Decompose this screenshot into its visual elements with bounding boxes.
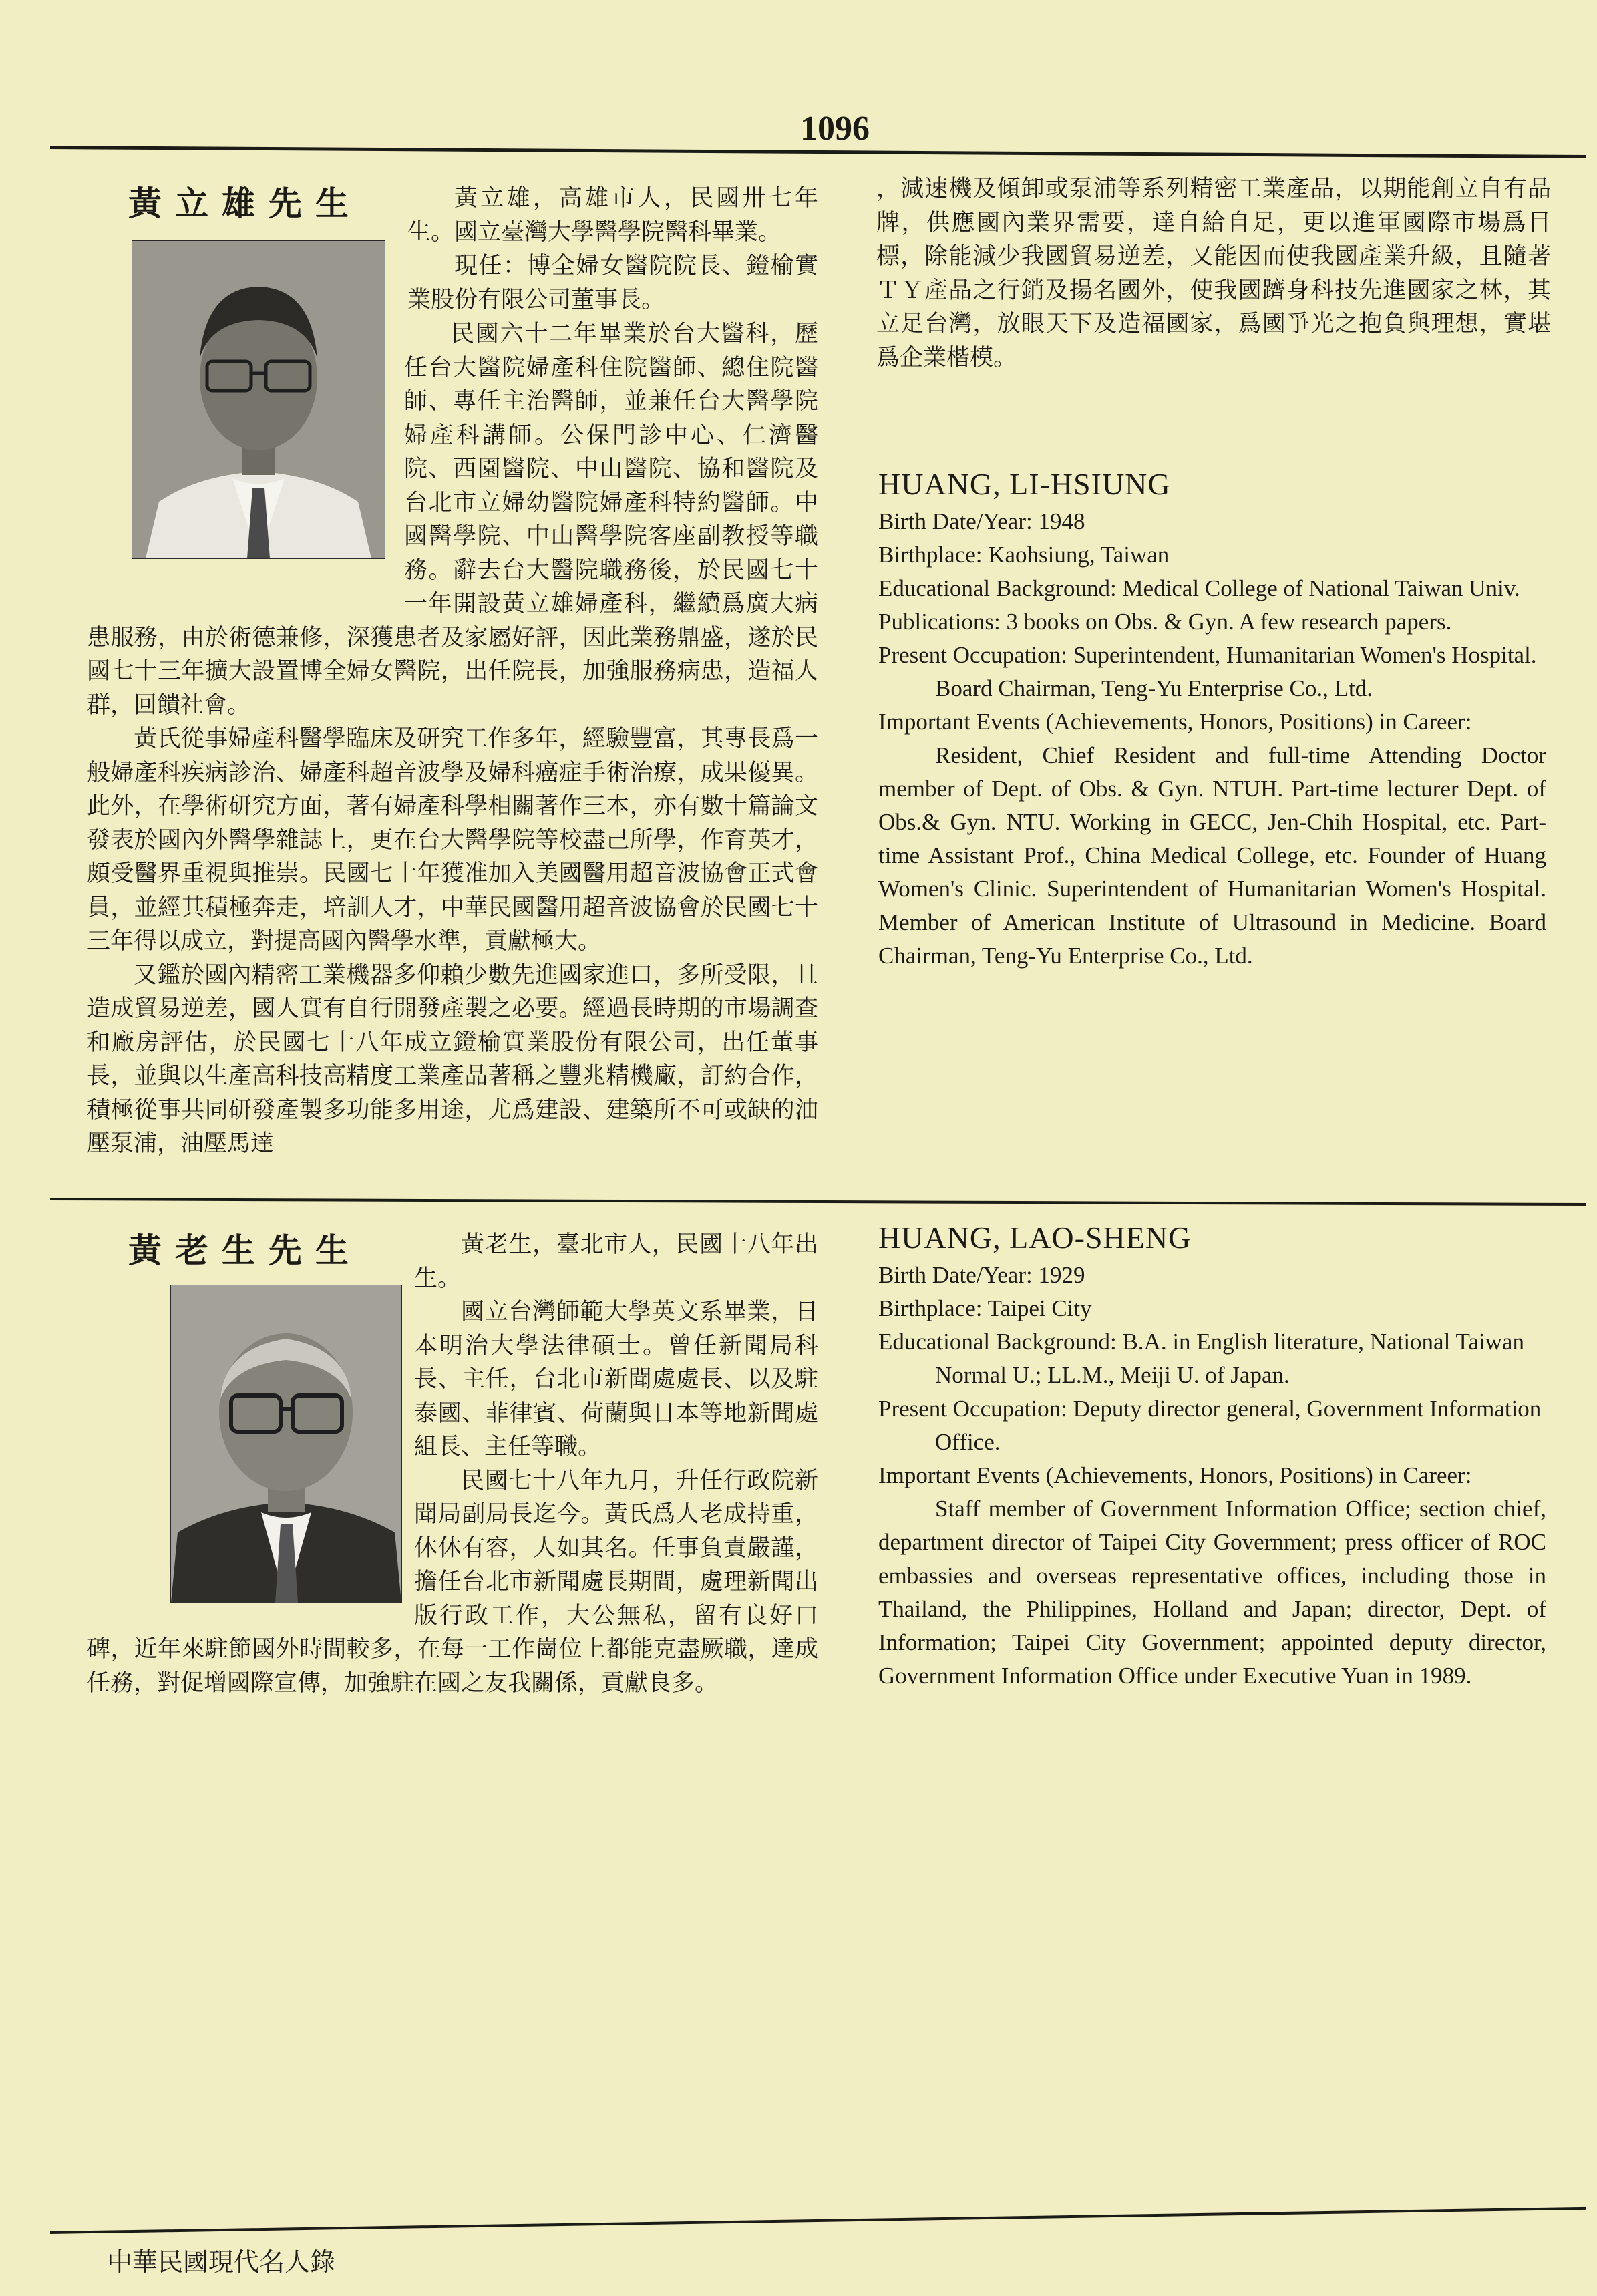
footer-rule xyxy=(50,2207,1586,2234)
entry2-bio-zh xyxy=(87,1228,818,1700)
entry2-bio-en xyxy=(878,1221,1546,1693)
entry2-occupation: Present Occupation: Deputy director general, Government Information Office. xyxy=(878,1396,1542,1455)
entry2-bio-p3: 民國七十八年九月，升任行政院新聞局副局長迄今。黃氏爲人老成持重，休休有容，人如其名。任事負責嚴謹，擔任台北市新聞處長期間，處理新聞出版行政工作，大公無私，留有良好口碑，近年來駐節國外時間較多，在每一工作崗位上都能克盡厥職，達成任務，對促增國際宣傳，加強駐在國之友我關係，貢獻良多。 xyxy=(87,1467,818,1697)
entry1-bio-en xyxy=(878,468,1546,973)
entry1-name-zh: 黃立雄先生 xyxy=(128,184,362,223)
entry1-bio-zh-top xyxy=(407,182,818,317)
entry2-name-zh: 黃老生先生 xyxy=(128,1231,362,1270)
entry2-bio-p2: 國立台灣師範大學英文系畢業，日本明治大學法律碩士。曾任新聞局科長、主任，台北市新聞處處長、以及駐泰國、菲律賓、荷蘭與日本等地新聞處組長、主任等職。 xyxy=(414,1299,818,1460)
entry2-birth: Birth Date/Year: 1929 xyxy=(878,1262,1085,1288)
entry1-occupation: Present Occupation: Superintendent, Humanitarian Women's Hospital. Board Chairman, Teng-Yu Enterprise Co., Ltd. xyxy=(878,642,1537,701)
entry1-bio-p6: ，減速機及傾卸或泵浦等系列精密工業產品，以期能創立自有品牌，供應國內業界需要，達自給自足，更以進軍國際市場爲目標，除能減少我國貿易逆差，又能因而使我國產業升級，且隨著ＴＹ產品之行銷及揚名國外，使我國躋身科技先進國家之林，其立足台灣，放眼天下及造福國家，爲國爭光之抱負與理想，實堪爲企業楷模。 xyxy=(876,176,1551,371)
entry2-birthplace: Birthplace: Taipei City xyxy=(878,1295,1092,1321)
book-title-footer: 中華民國現代名人錄 xyxy=(107,2247,336,2277)
page-number: 1096 xyxy=(800,110,870,148)
entry2-career: Staff member of Government Information Office; section chief, department director of Taipei City Government; press officer of ROC embassies and overseas representative offices, including those in Thailand, the Philippines, Holland and Japan; director, Dept. of Information; Taipei City Government; appointed deputy director, Government Information Office under Executive Yuan in 1989. xyxy=(878,1496,1546,1689)
entry1-birthplace: Birthplace: Kaohsiung, Taiwan xyxy=(878,542,1170,568)
entry1-bio-p5: 又鑑於國內精密工業機器多仰賴少數先進國家進口，多所受限，且造成貿易逆差，國人實有自行開發產製之必要。經過長時期的市場調查和廠房評估，於民國七十八年成立鐙榆實業股份有限公司，出任董事長，並與以生產高科技高精度工業產品著稱之豐兆精機廠，訂約合作，積極從事共同研發產製多功能多用途，尤爲建設、建築所不可或缺的油壓泵浦，油壓馬達 xyxy=(87,961,818,1157)
entry1-bio-zh-continued xyxy=(876,172,1551,375)
entry2-education: Educational Background: B.A. in English literature, National Taiwan Normal U.; LL.M., Meiji U. of Japan. xyxy=(878,1329,1524,1388)
entry1-bio-p2: 現任：博全婦女醫院院長、鐙榆實業股份有限公司董事長。 xyxy=(407,253,818,313)
entry1-education: Educational Background: Medical College of National Taiwan Univ. xyxy=(878,575,1520,601)
entry1-bio-zh-body xyxy=(87,317,818,1186)
entry1-name-en: HUANG, LI-HSIUNG xyxy=(878,467,1171,501)
entry2-name-en: HUANG, LAO-SHENG xyxy=(878,1220,1192,1255)
entry1-bio-p3: 民國六十二年畢業於台大醫科，歷任台大醫院婦產科住院醫師、總住院醫師、專任主治醫師，並兼任台大醫學院婦產科講師。公保門診中心、仁濟醫院、西園醫院、中山醫院、協和醫院及台北市立婦幼醫院婦產科特約醫師。中國醫學院、中山醫學院客座副教授等職務。辭去台大醫院職務後，於民國七十一年開設黃立雄婦產科，繼續爲廣大病患服務，由於術德兼修，深獲患者及家屬好評，因此業務鼎盛，遂於民國七十三年擴大設置博全婦女醫院，出任院長，加強服務病患，造福人群，回饋社會。 xyxy=(87,321,818,719)
entry1-bio-p4: 黃氏從事婦產科醫學臨床及研究工作多年，經驗豐富，其專長爲一般婦產科疾病診治、婦產科超音波學及婦科癌症手術治療，成果優異。此外，在學術研究方面，著有婦產科學相關著作三本，亦有數十篇論文發表於國內外醫學雜誌上，更在台大醫學院等校盡己所學，作育英才，頗受醫界重視與推崇。民國七十年獲准加入美國醫用超音波協會正式會員，並經其積極奔走，培訓人才，中華民國醫用超音波協會於民國七十三年得以成立，對提高國內醫學水準，貢獻極大。 xyxy=(87,725,818,955)
entry1-events-label: Important Events (Achievements, Honors, Positions) in Career: xyxy=(878,709,1472,735)
entry1-career: Resident, Chief Resident and full-time Attending Doctor member of Dept. of Obs. & Gyn. NTUH. Part-time lecturer Dept. of Obs.& Gyn. NTU. Working in GECC, Jen-Chih Hospital, etc. Part-time Assistant Prof., China Medical College, etc. Founder of Huang Women's Clinic. Superintendent of Humanitarian Women's Hospital. Member of American Institute of Ultrasound in Medicine. Board Chairman, Teng-Yu Enterprise Co., Ltd. xyxy=(878,742,1546,969)
entry-divider xyxy=(50,1198,1586,1206)
entry2-bio-p1: 黃老生，臺北市人，民國十八年出生。 xyxy=(414,1231,818,1292)
entry1-photo-spacer xyxy=(87,317,404,588)
entry2-events-label: Important Events (Achievements, Honors, Positions) in Career: xyxy=(878,1462,1472,1488)
entry1-publications: Publications: 3 books on Obs. & Gyn. A few research papers. xyxy=(878,609,1452,635)
entry2-photo-spacer xyxy=(87,1228,414,1602)
entry1-bio-p1: 黃立雄，高雄市人，民國卅七年生。國立臺灣大學醫學院醫科畢業。 xyxy=(407,185,818,246)
entry1-birth: Birth Date/Year: 1948 xyxy=(878,508,1085,534)
